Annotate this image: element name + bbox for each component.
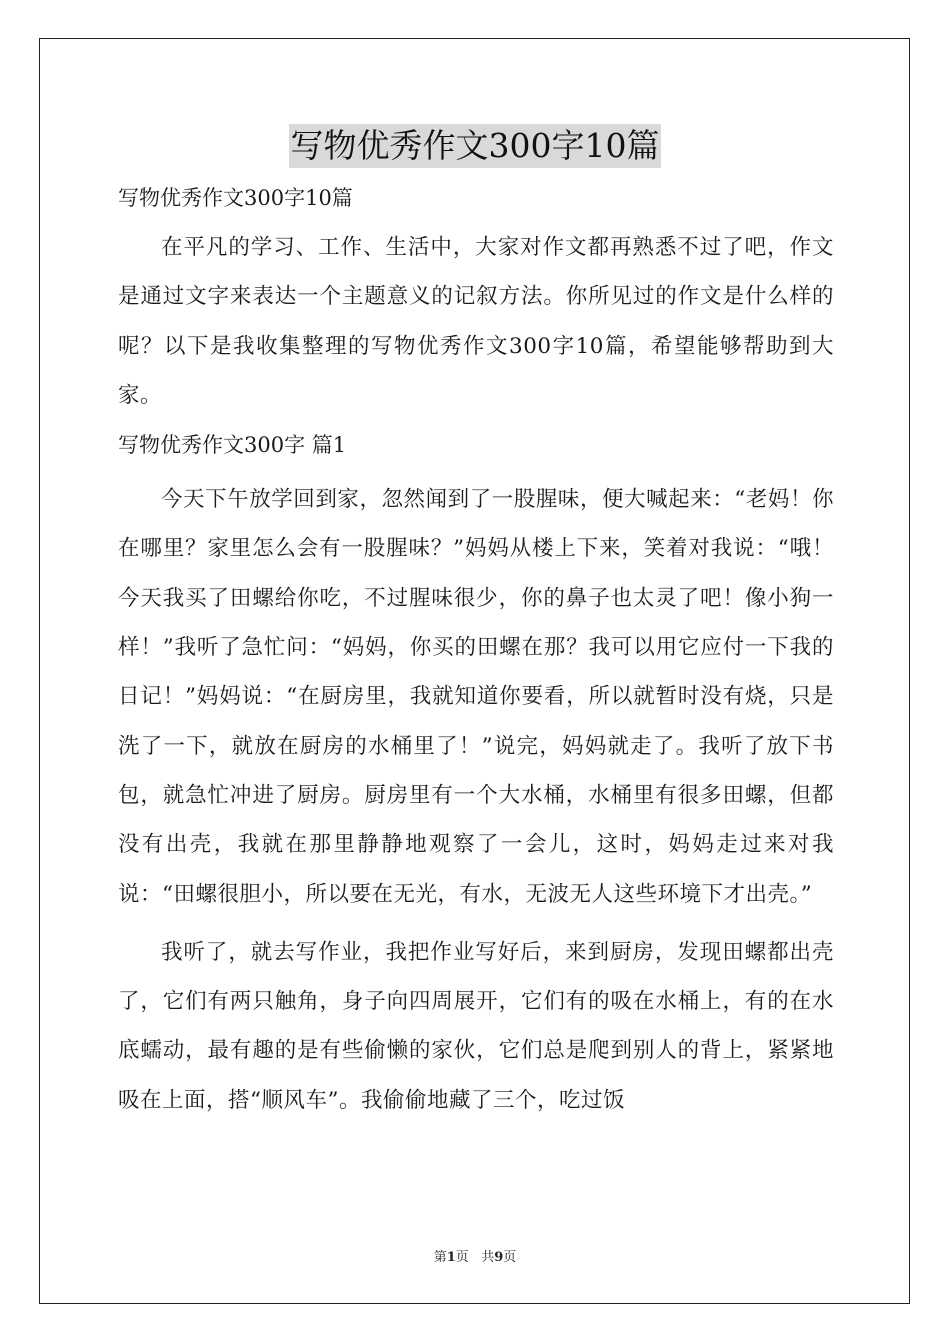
page-suffix: 页 [455, 1250, 469, 1265]
body-paragraph: 今天下午放学回到家，忽然闻到了一股腥味，便大喊起来：“老妈！你在哪里？家里怎么会有一股腥味？”妈妈从楼上下来，笑着对我说：“哦！今天我买了田螺给你吃，不过腥味很少，你的鼻子也太灵了吧！像小狗一样！”我听了急忙问：“妈妈，你买的田螺在那？我可以用它应付一下我的日记！”妈妈说：“在厨房里，我就知道你要看，所以就暂时没有烧，只是洗了一下，就放在厨房的水桶里了！”说完，妈妈就走了。我听了放下书包，就急忙冲进了厨房。厨房里有一个大水桶，水桶里有很多田螺，但都没有出壳，我就在那里静静地观察了一会儿，这时，妈妈走过来对我说：“田螺很胆小，所以要在无光，有水，无波无人这些环境下才出壳。” [118, 487, 834, 907]
document-body [118, 182, 834, 1134]
page-prefix: 第 [433, 1250, 447, 1265]
title-container [0, 124, 950, 168]
document-subtitle: 写物优秀作文300字10篇 [118, 186, 353, 210]
body-paragraph: 我听了，就去写作业，我把作业写好后，来到厨房，发现田螺都出壳了，它们有两只触角，身子向四周展开，它们有的吸在水桶上，有的在水底蠕动，最有趣的是有些偷懒的家伙，它们总是爬到别人的背上，紧紧地吸在上面，搭“顺风车”。我偷偷地藏了三个，吃过饭 [118, 939, 834, 1113]
page-number: 1 [446, 1250, 456, 1265]
total-pages: 9 [494, 1250, 504, 1265]
section-heading: 写物优秀作文300字 篇1 [118, 433, 347, 458]
total-suffix: 页 [503, 1250, 517, 1265]
total-prefix: 共 [481, 1250, 495, 1265]
intro-paragraph: 在平凡的学习、工作、生活中，大家对作文都再熟悉不过了吧，作文是通过文字来表达一个主题意义的记叙方法。你所见过的作文是什么样的呢？以下是我收集整理的写物优秀作文300字10篇，希望能够帮助到大家。 [118, 235, 834, 408]
page-footer [0, 1246, 950, 1265]
document-title: 写物优秀作文300字10篇 [289, 124, 662, 168]
